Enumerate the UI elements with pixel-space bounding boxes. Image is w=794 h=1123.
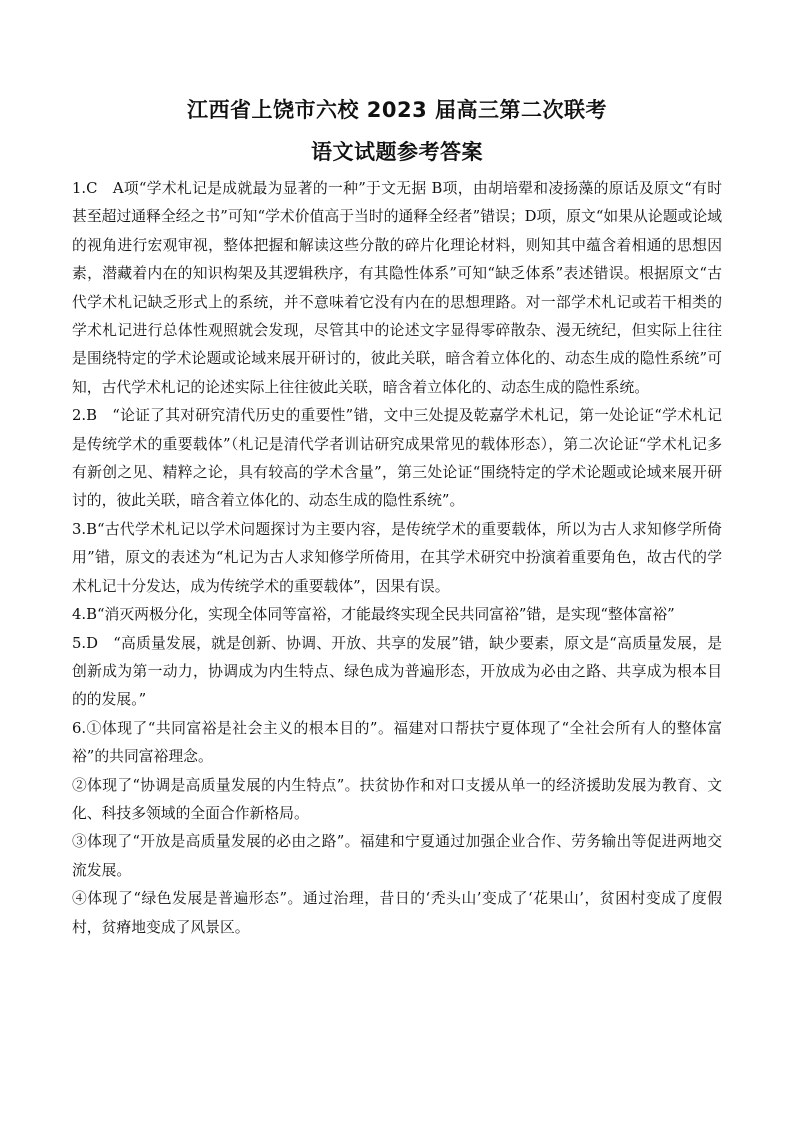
document-subtitle: 语文试题参考答案 bbox=[311, 140, 483, 164]
answer-paragraph-6-point-3: ③体现了“开放是高质量发展的必由之路”。福建和宁夏通过加强企业合作、劳务输出等促进两地交流发展。 bbox=[72, 833, 722, 879]
answer-paragraph-6-point-4: ④体现了“绿色发展是普遍形态”。通过治理，昔日的‘秃头山’变成了‘花果山’，贫困村变成了度假村，贫瘠地变成了风景区。 bbox=[72, 890, 722, 936]
answer-paragraph-1: 1.C A项“学术札记是成就最为显著的一种”于文无据 B项，由胡培翚和凌扬藻的原话及原文“有时甚至超过通释全经之书”可知“学术价值高于当时的通释全经者”错误；D项，原文“如果从论题或论域的视角进行宏观审视，整体把握和解读这些分散的碎片化理论材料，则知其中蕴含着相通的思想因素，潜藏着内在的知识构架及其逻辑秩序，有其隐性体系”可知“缺乏体系”表述错误。根据原文“古代学术札记缺乏形式上的系统，并不意味着它没有内在的思想理路。对一部学术札记或若干相类的学术札记进行总体性观照就会发现，尽管其中的论述文字显得零碎散杂、漫无统纪，但实际上往往是围绕特定的学术论题或论域来展开研讨的，彼此关联，暗含着立体化的、动态生成的隐性系统”可知，古代学术札记的论述实际上往往彼此关联，暗含着立体化的、动态生成的隐性系统。 bbox=[72, 180, 722, 396]
answer-paragraph-2: 2.B “论证了其对研究清代历史的重要性”错，文中三处提及乾嘉学术札记，第一处论证“学术札记是传统学术的重要载体”（札记是清代学者训诂研究成果常见的载体形态），第二次论证“学术札记多有新创之见、精粹之论，具有较高的学术含量”，第三处论证“围绕特定的学术论题或论域来展开研讨的，彼此关联，暗含着立体化的、动态生成的隐性系统”。 bbox=[72, 407, 722, 510]
document-title: 江西省上饶市六校 2023 届高三第二次联考 bbox=[186, 98, 608, 122]
answer-paragraph-6-point-1: 6.①体现了“共同富裕是社会主义的根本目的”。福建对口帮扶宁夏体现了“全社会所有人的整体富裕”的共同富裕理念。 bbox=[72, 719, 722, 766]
answer-paragraph-3: 3.B“古代学术札记以学术问题探讨为主要内容，是传统学术的重要载体，所以为古人求知修学所倚用”错，原文的表述为“札记为古人求知修学所倚用，在其学术研究中扮演着重要角色，故古代的学术札记十分发达，成为传统学术的重要载体”，因果有误。 bbox=[72, 520, 722, 595]
answer-paragraph-5: 5.D “高质量发展，就是创新、协调、开放、共享的发展”错，缺少要素，原文是“高质量发展，是创新成为第一动力，协调成为内生特点、绿色成为普遍形态，开放成为必由之路、共享成为根本目的的发展。” bbox=[72, 634, 722, 709]
answer-paragraph-6-point-2: ②体现了“协调是高质量发展的内生特点”。扶贫协作和对口支援从单一的经济援助发展为教育、文化、科技多领域的全面合作新格局。 bbox=[72, 776, 722, 822]
answer-paragraph-4: 4.B“消灭两极分化，实现全体同等富裕，才能最终实现全民共同富裕”错，是实现“整体富裕” bbox=[72, 606, 675, 624]
answer-content bbox=[72, 175, 722, 942]
